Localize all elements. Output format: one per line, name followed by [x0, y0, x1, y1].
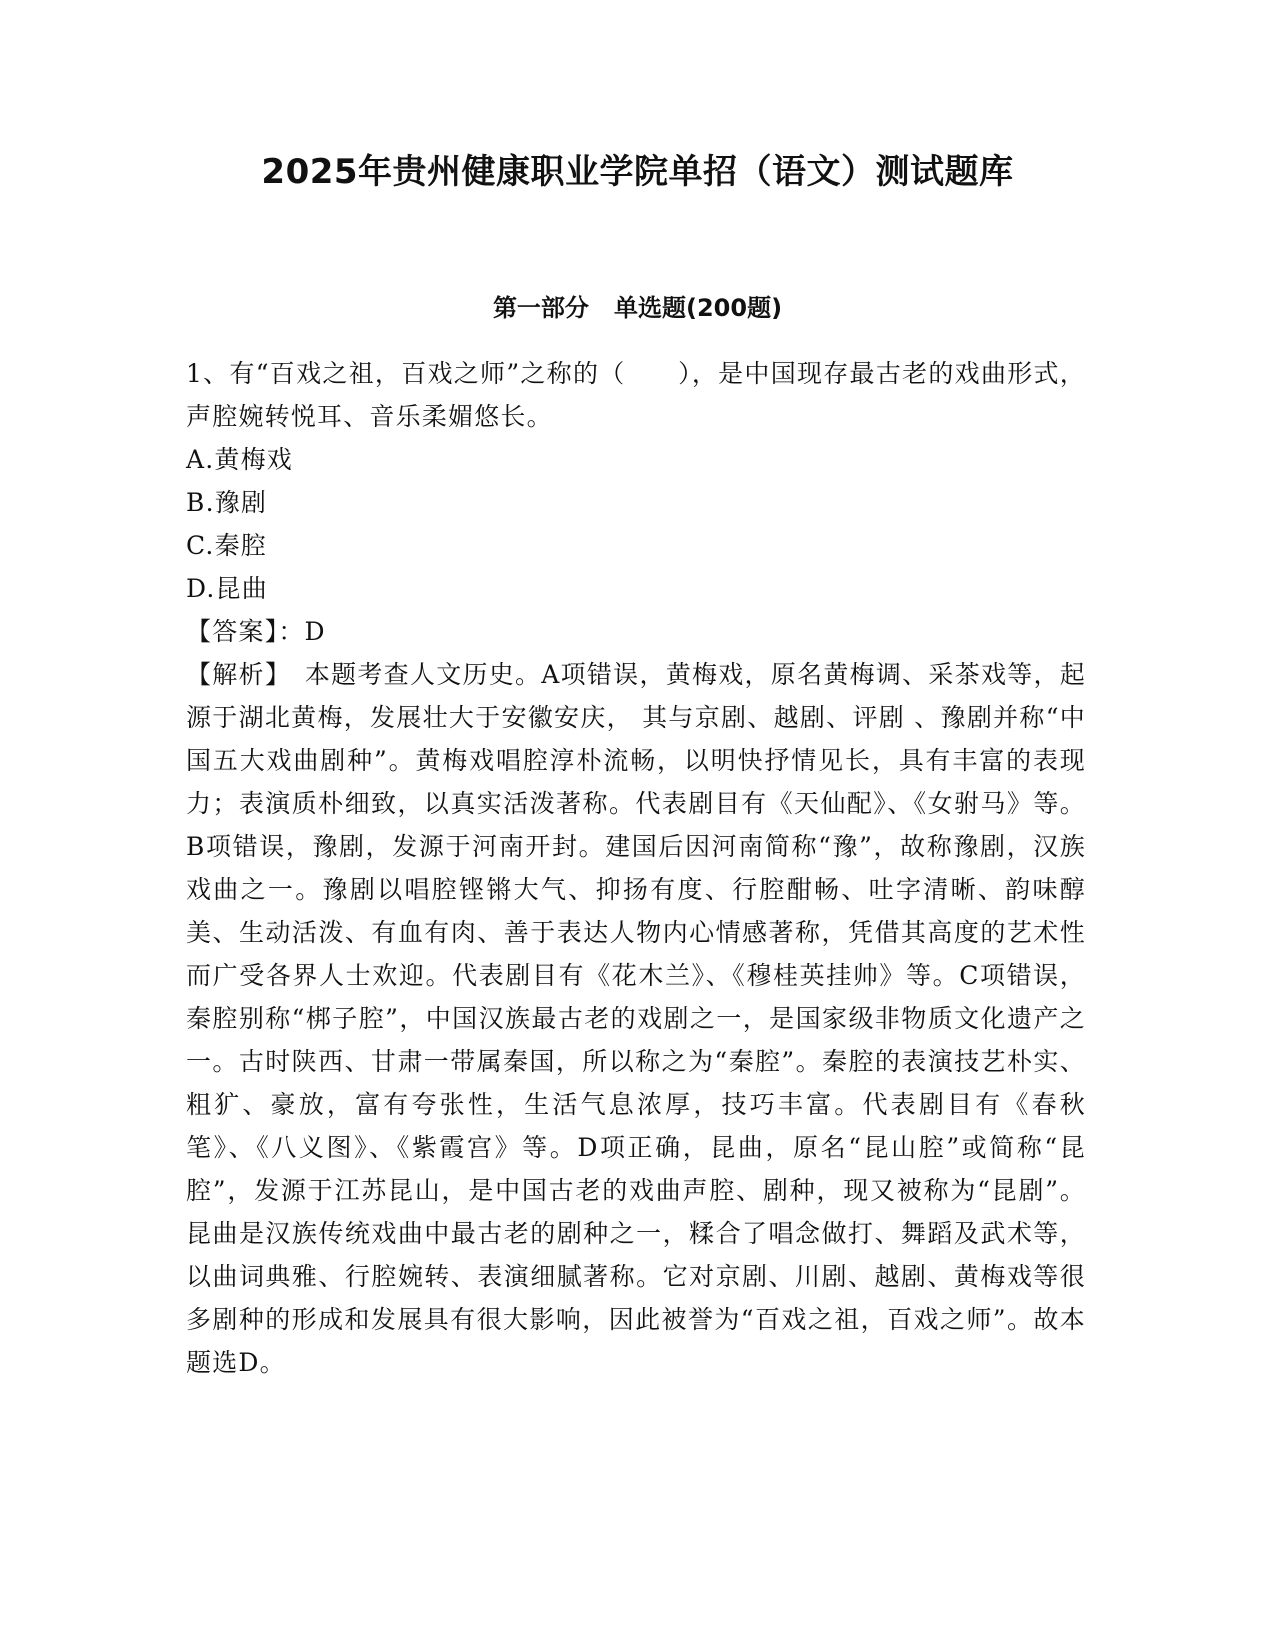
answer-label: 【答案】: [186, 617, 279, 646]
section-title: 第一部分 单选题(200题): [492, 294, 783, 322]
option-a: A.黄梅戏: [186, 445, 294, 474]
document-title: 2025年贵州健康职业学院单招（语文）测试题库: [261, 152, 1014, 192]
answer-value: ：D: [278, 617, 326, 646]
explanation-paragraph: [186, 653, 1086, 1384]
answer-line: [186, 610, 1086, 653]
question-block: [186, 352, 1086, 1384]
question-stem: 1、有“百戏之祖，百戏之师”之称的（ ），是中国现存最古老的戏曲形式，声腔婉转悦耳、音乐柔媚悠长。: [186, 359, 1086, 431]
option-d: D.昆曲: [186, 574, 268, 603]
explanation-label: 【解析】: [186, 660, 279, 689]
explanation-text: 本题考查人文历史。A项错误，黄梅戏，原名黄梅调、采茶戏等，起源于湖北黄梅，发展壮大于安徽安庆， 其与京剧、越剧、评剧 、豫剧并称“中国五大戏曲剧种”。黄梅戏唱腔淳朴流畅，以明快抒情见长，具有丰富的表现力；表演质朴细致，以真实活泼著称。代表剧目有《天仙配》、《女驸马》等。B项错误，豫剧，发源于河南开封。建国后因河南简称“豫”，故称豫剧，汉族戏曲之一。豫剧以唱腔铿锵大气、抑扬有度、行腔酣畅、吐字清晰、韵味醇美、生动活泼、有血有肉、善于表达人物内心情感著称，凭借其高度的艺术性而广受各界人士欢迎。代表剧目有《花木兰》、《穆桂英挂帅》等。C项错误，秦腔别称“梆子腔”，中国汉族最古老的戏剧之一，是国家级非物质文化遗产之一。古时陕西、甘肃一带属秦国，所以称之为“秦腔”。秦腔的表演技艺朴实、粗犷、豪放，富有夸张性，生活气息浓厚，技巧丰富。代表剧目有《春秋笔》、《八义图》、《紫霞宫》等。D项正确，昆曲，原名“昆山腔”或简称“昆腔”，发源于江苏昆山，是中国古老的戏曲声腔、剧种，现又被称为“昆剧”。昆曲是汉族传统戏曲中最古老的剧种之一，糅合了唱念做打、舞蹈及武术等，以曲词典雅、行腔婉转、表演细腻著称。它对京剧、川剧、越剧、黄梅戏等很多剧种的形成和发展具有很大影响，因此被誉为“百戏之祖，百戏之师”。故本题选D。: [186, 660, 1086, 1377]
option-c: C.秦腔: [186, 531, 267, 560]
option-b: B.豫剧: [186, 488, 268, 517]
